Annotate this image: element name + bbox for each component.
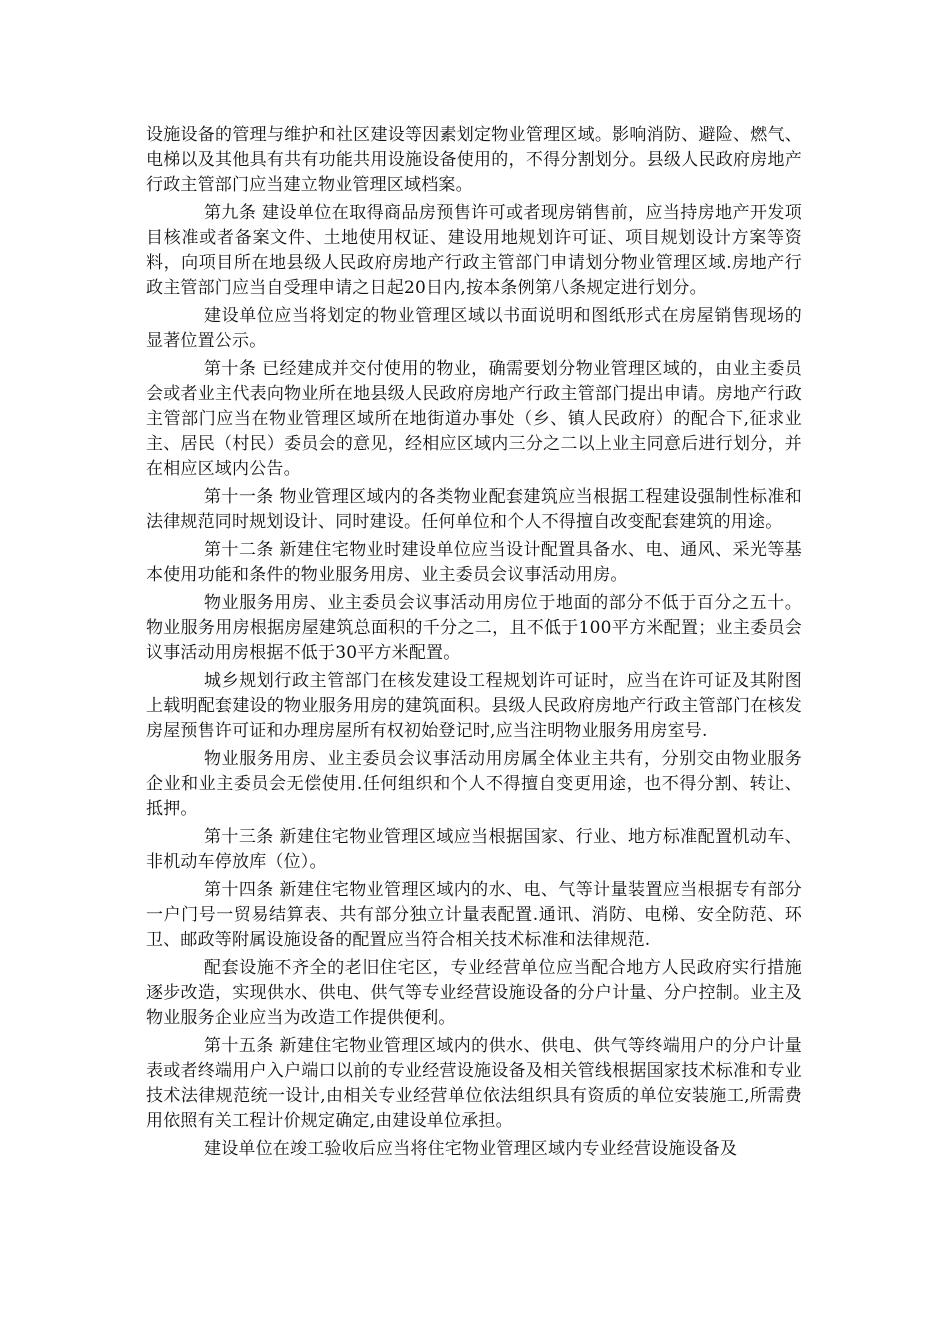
paragraph: 设施设备的管理与维护和社区建设等因素划定物业管理区域。影响消防、避险、燃气、电梯以及其他具有共有功能共用设施设备使用的，不得分割划分。县级人民政府房地产行政主管部门应当建立物业管理区域档案。 [146,125,802,195]
article-9-paragraph: 第九条 建设单位在取得商品房预售许可或者现房销售前，应当持房地产开发项目核准或者备案文件、土地使用权证、建设用地规划许可证、项目规划设计方案等资料，向项目所在地县级人民政府房地产行政主管部门申请划分物业管理区域.房地产行政主管部门应当自受理申请之日起20日内,按本条例第八条规定进行划分。 [146,203,802,298]
paragraph: 城乡规划行政主管部门在核发建设工程规划许可证时，应当在许可证及其附图上载明配套建设的物业服务用房的建筑面积。县级人民政府房地产行政主管部门在核发房屋预售许可证和办理房屋所有权初始登记时,应当注明物业服务用房室号. [146,671,802,741]
article-14-paragraph: 第十四条 新建住宅物业管理区域内的水、电、气等计量装置应当根据专有部分一户门号一贸易结算表、共有部分独立计量表配置.通讯、消防、电梯、安全防范、环卫、邮政等附属设施设备的配置应当符合相关技术标准和法律规范. [146,880,802,950]
article-11-paragraph: 第十一条 物业管理区域内的各类物业配套建筑应当根据工程建设强制性标准和法律规范同时规划设计、同时建设。任何单位和个人不得擅自改变配套建筑的用途。 [146,487,802,532]
article-10-paragraph: 第十条 已经建成并交付使用的物业，确需要划分物业管理区域的，由业主委员会或者业主代表向物业所在地县级人民政府房地产行政主管部门提出申请。房地产行政主管部门应当在物业管理区域所在地街道办事处（乡、镇人民政府）的配合下,征求业主、居民（村民）委员会的意见，经相应区域内三分之二以上业主同意后进行划分，并在相应区域内公告。 [146,359,802,479]
paragraph: 物业服务用房、业主委员会议事活动用房属全体业主共有，分别交由物业服务企业和业主委员会无偿使用.任何组织和个人不得擅自变更用途，也不得分割、转让、抵押。 [146,749,802,819]
article-13-paragraph: 第十三条 新建住宅物业管理区域应当根据国家、行业、地方标准配置机动车、非机动车停放库（位）。 [146,827,802,872]
paragraph: 配套设施不齐全的老旧住宅区，专业经营单位应当配合地方人民政府实行措施逐步改造，实现供水、供电、供气等专业经营设施设备的分户计量、分户控制。业主及物业服务企业应当为改造工作提供便利。 [146,958,802,1028]
article-15-paragraph: 第十五条 新建住宅物业管理区域内的供水、供电、供气等终端用户的分户计量表或者终端用户入户端口以前的专业经营设施设备及相关管线根据国家技术标准和专业技术法律规范统一设计,由相关专业经营单位依法组织具有资质的单位安装施工,所需费用依照有关工程计价规定确定,由建设单位承担。 [146,1036,802,1131]
paragraph: 物业服务用房、业主委员会议事活动用房位于地面的部分不低于百分之五十。物业服务用房根据房屋建筑总面积的千分之二，且不低于100平方米配置；业主委员会议事活动用房根据不低于30平方米配置。 [146,593,802,663]
paragraph: 建设单位应当将划定的物业管理区域以书面说明和图纸形式在房屋销售现场的显著位置公示。 [146,306,802,351]
article-12-paragraph: 第十二条 新建住宅物业时建设单位应当设计配置具备水、电、通风、采光等基本使用功能和条件的物业服务用房、业主委员会议事活动用房。 [146,540,802,585]
paragraph: 建设单位在竣工验收后应当将住宅物业管理区域内专业经营设施设备及 [204,1139,738,1159]
document-body [146,123,802,1165]
